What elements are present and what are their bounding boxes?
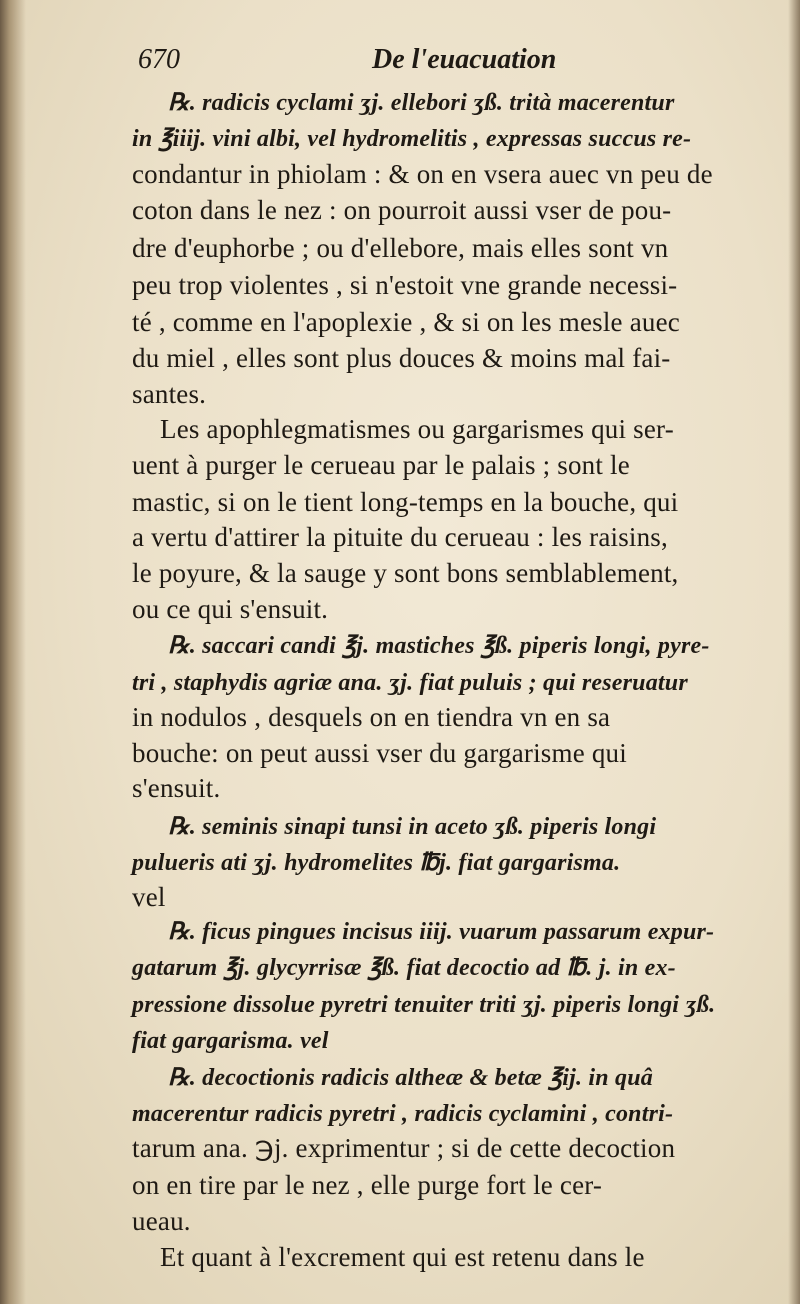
recipe-line: pulueris ati ʒj. hydromelites ℔j. fiat gargarisma. xyxy=(132,850,621,876)
text-line: santes. xyxy=(132,379,207,409)
text-line: condantur in phiolam : & on en vsera auec vn peu de xyxy=(132,159,713,189)
recipe-line: ℞. decoctionis radicis altheæ & betæ ℥ij. in quâ xyxy=(168,1065,653,1091)
recipe-line: tri , staphydis agriæ ana. ʒj. fiat puluis ; qui reseruatur xyxy=(132,670,688,696)
text-line: mastic, si on le tient long-temps en la bouche, qui xyxy=(132,487,679,517)
text-line: coton dans le nez : on pourroit aussi vser de pou- xyxy=(132,195,672,225)
page-number: 670 xyxy=(138,44,180,75)
text-line: in nodulos , desquels on en tiendra vn en sa xyxy=(132,702,611,732)
recipe-line: fiat gargarisma. vel xyxy=(132,1028,329,1054)
recipe-line: pressione dissolue pyretri tenuiter triti ʒj. piperis longi ʒß. xyxy=(132,992,716,1018)
text-line: tarum ana. ℈j. exprimentur ; si de cette decoction xyxy=(132,1133,676,1163)
text-line: bouche: on peut aussi vser du gargarisme qui xyxy=(132,738,627,768)
text-line: ueau. xyxy=(132,1206,191,1236)
recipe-line: ℞. seminis sinapi tunsi in aceto ʒß. piperis longi xyxy=(168,814,657,840)
text-line: dre d'euphorbe ; ou d'ellebore, mais elles sont vn xyxy=(132,233,669,263)
recipe-line: ℞. saccari candi ℥j. mastiches ℥ß. piperis longi, pyre- xyxy=(168,633,710,659)
text-line: du miel , elles sont plus douces & moins mal fai- xyxy=(132,343,671,373)
text-line: peu trop violentes , si n'estoit vne grande necessi- xyxy=(132,270,678,300)
text-line: ℞. radicis cyclami ʒj. ellebori ʒß. trità macerentur xyxy=(168,90,675,116)
text-line: on en tire par le nez , elle purge fort le cer- xyxy=(132,1170,603,1200)
text-line: uent à purger le cerueau par le palais ; sont le xyxy=(132,450,630,480)
running-title: De l'euacuation xyxy=(372,44,557,75)
text-line: le poyure, & la sauge y sont bons semblablement, xyxy=(132,558,679,588)
paragraph-start: Et quant à l'excrement qui est retenu dans le xyxy=(160,1242,645,1272)
text-line: vel xyxy=(132,882,166,912)
text-line: s'ensuit. xyxy=(132,773,221,803)
text-line: ou ce qui s'ensuit. xyxy=(132,594,329,624)
page-gutter-shadow xyxy=(0,0,26,1304)
text-line: in ℥iiij. vini albi, vel hydromelitis , expressas succus re- xyxy=(132,126,692,152)
text-line: a vertu d'attirer la pituite du cerueau : les raisins, xyxy=(132,522,668,552)
recipe-line: macerentur radicis pyretri , radicis cyclamini , contri- xyxy=(132,1101,674,1127)
recipe-line: ℞. ficus pingues incisus iiij. vuarum passarum expur- xyxy=(168,919,715,945)
text-line: té , comme en l'apoplexie , & si on les mesle auec xyxy=(132,307,680,337)
recipe-line: gatarum ℥j. glycyrrisæ ℥ß. fiat decoctio ad ℔. j. in ex- xyxy=(132,955,676,981)
paragraph-start: Les apophlegmatismes ou gargarismes qui ser- xyxy=(160,414,674,444)
